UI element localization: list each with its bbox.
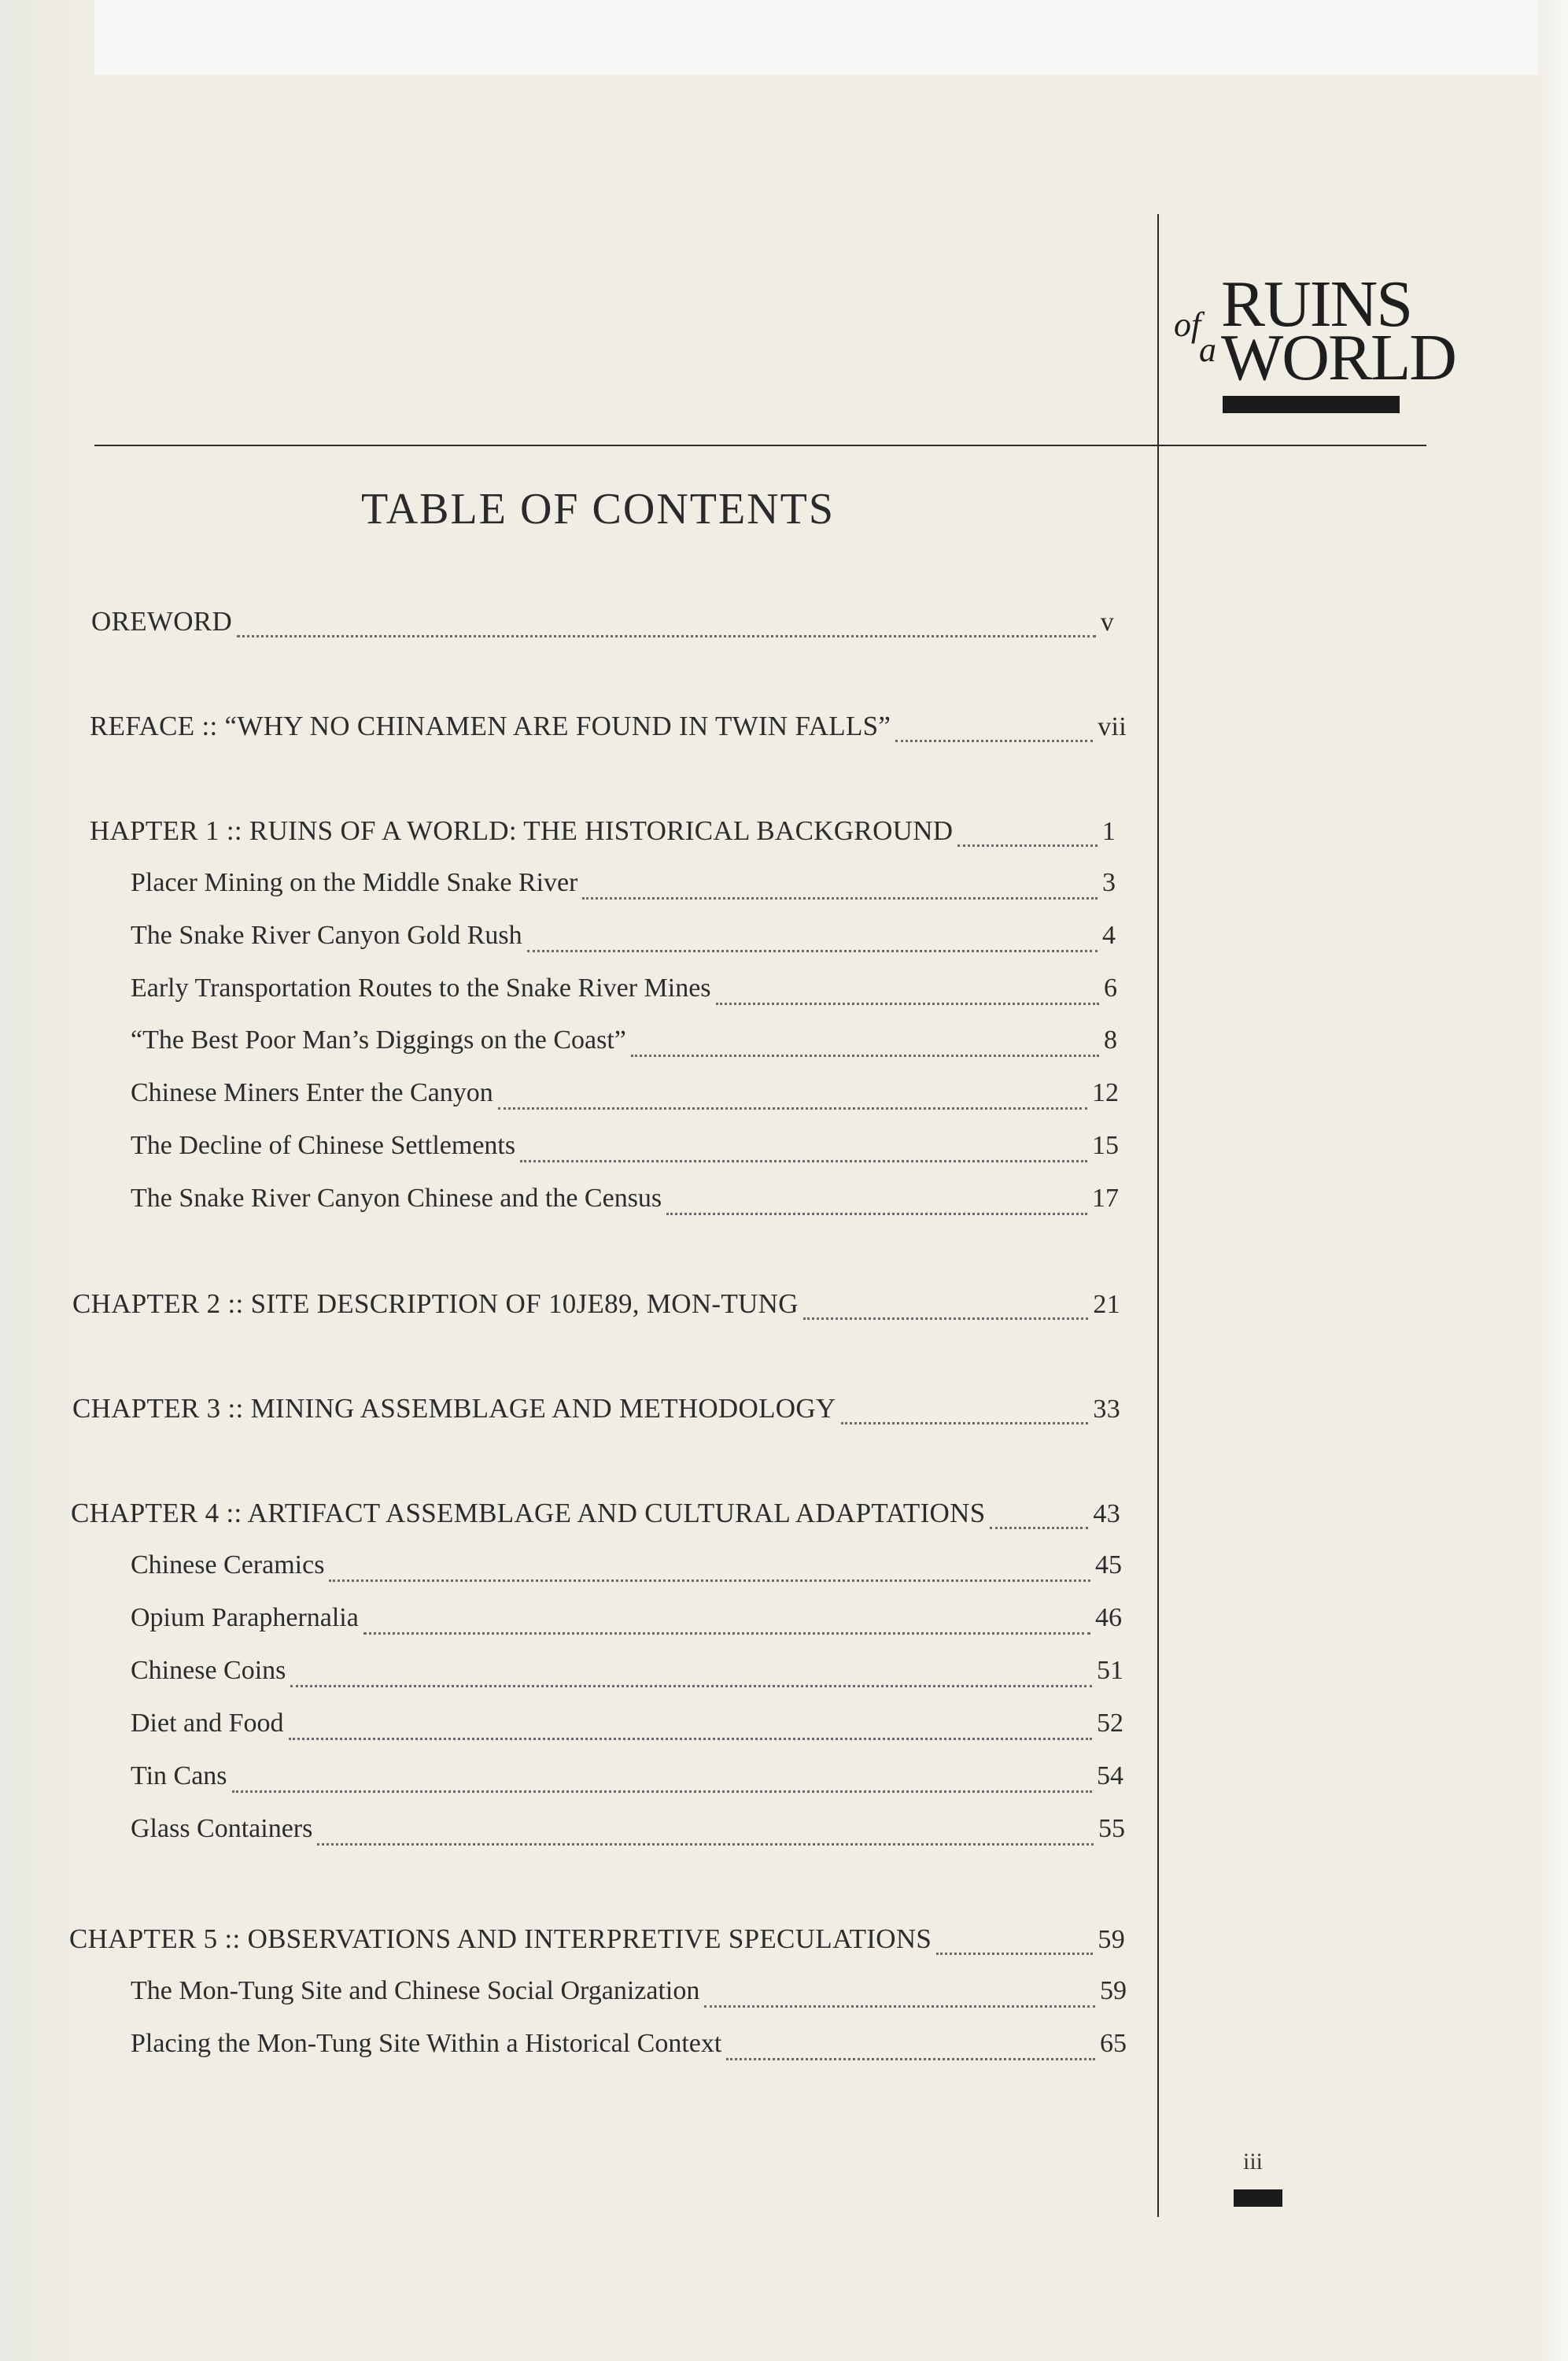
leader-dots [726,2056,1095,2060]
toc-entry-page: 33 [1093,1395,1120,1424]
toc-entry-page: 46 [1095,1603,1122,1632]
toc-entry-page: 4 [1102,921,1116,950]
page-number-bar [1234,2189,1282,2207]
leader-dots [990,1525,1088,1529]
leader-dots [289,1736,1092,1740]
toc-entry-page: 12 [1092,1078,1119,1107]
toc-entry-page: 65 [1100,2029,1127,2058]
toc-entry-section [131,921,1116,962]
leader-dots [582,896,1098,900]
toc-entry-label: CHAPTER 5 :: OBSERVATIONS AND INTERPRETIVE SPECULATIONS [69,1923,932,1954]
toc-entry-section [131,1025,1117,1066]
toc-entry-page: 54 [1097,1761,1123,1790]
background-strip-right [1538,0,1568,2361]
toc-entry-section [131,1550,1122,1591]
toc-entry-label: Chinese Ceramics [131,1550,325,1580]
toc-entry-label: REFACE :: “WHY NO CHINAMEN ARE FOUND IN TWIN FALLS” [90,711,891,741]
logo-bar [1223,396,1400,413]
toc-entry-page: 1 [1101,817,1116,846]
toc-entry-label: The Decline of Chinese Settlements [131,1131,516,1160]
toc-entry-section [131,1131,1119,1172]
toc-entry-chapter-4 [71,1498,1120,1539]
leader-dots [498,1106,1087,1110]
toc-entry-section [131,1814,1125,1855]
toc-entry-page: 6 [1104,974,1117,1003]
toc-entry-label: CHAPTER 2 :: SITE DESCRIPTION OF 10JE89, MON-TUNG [72,1288,799,1319]
toc-entry-page: 52 [1097,1709,1123,1738]
logo-of: of [1174,305,1201,344]
toc-entry-label: Chinese Miners Enter the Canyon [131,1078,493,1107]
toc-entry-label: The Mon-Tung Site and Chinese Social Organization [131,1976,700,2005]
toc-entry-label: Opium Paraphernalia [131,1603,359,1632]
toc-entry-section [131,974,1117,1014]
toc-entry-section [131,1078,1119,1119]
toc-entry-section [131,1656,1123,1697]
leader-dots [363,1631,1090,1635]
toc-entry-label: CHAPTER 4 :: ARTIFACT ASSEMBLAGE AND CULTURAL ADAPTATIONS [71,1498,986,1528]
leader-dots [520,1158,1087,1162]
logo-a: a [1199,331,1216,369]
toc-entry-section [131,1761,1123,1802]
toc-entry-page: 45 [1095,1550,1122,1580]
leader-dots [704,2004,1095,2008]
leader-dots [803,1316,1089,1320]
toc-entry-page: v [1100,608,1114,637]
toc-entry-page: 17 [1092,1184,1119,1213]
toc-entry-page: 8 [1104,1025,1117,1055]
toc-entry-label: The Snake River Canyon Chinese and the Census [131,1184,662,1213]
page-number: iii [1243,2149,1264,2174]
toc-entry-page: 21 [1093,1290,1120,1319]
toc-entry-label: Diet and Food [131,1709,284,1738]
toc-entry-label: OREWORD [91,606,233,637]
toc-entry-label: Placing the Mon-Tung Site Within a Historical Context [131,2029,722,2058]
toc-entry-section [131,1709,1123,1750]
leader-dots [232,1789,1092,1793]
toc-entry-preface [90,711,1127,752]
toc-entry-label: “The Best Poor Man’s Diggings on the Coast” [131,1025,626,1055]
page-title: TABLE OF CONTENTS [361,485,835,534]
logo-world: WORLD [1221,321,1455,394]
toc-entry-section [131,868,1116,909]
toc-entry-label: CHAPTER 3 :: MINING ASSEMBLAGE AND METHODOLOGY [72,1393,836,1424]
toc-entry-label: Placer Mining on the Middle Snake River [131,868,578,897]
toc-entry-label: Glass Containers [131,1814,313,1843]
toc-entry-page: 43 [1093,1499,1120,1528]
toc-entry-label: The Snake River Canyon Gold Rush [131,921,522,950]
leader-dots [237,634,1096,637]
leader-dots [666,1211,1087,1215]
toc-entry-section [131,1184,1119,1225]
leader-dots [957,843,1097,847]
toc-entry-page: 3 [1102,868,1116,897]
toc-entry-foreword [91,606,1114,647]
leader-dots [290,1683,1092,1687]
leader-dots [895,738,1093,742]
toc-entry-section [131,2029,1127,2070]
ruins-of-a-world-logo [1172,268,1455,421]
toc-entry-chapter-5 [69,1923,1125,1964]
toc-entry-label: Chinese Coins [131,1656,286,1685]
toc-entry-page: 59 [1098,1925,1125,1954]
toc-entry-label: Early Transportation Routes to the Snake River Mines [131,974,711,1003]
toc-entry-page: vii [1098,712,1127,741]
leader-dots [631,1053,1099,1057]
leader-dots [329,1578,1090,1582]
toc-entry-page: 51 [1097,1656,1123,1685]
toc-entry-page: 15 [1092,1131,1119,1160]
toc-entry-section [131,1976,1127,2017]
toc-entry-label: Tin Cans [131,1761,227,1790]
toc-entry-page: 55 [1098,1814,1125,1843]
toc-entry-section [131,1603,1122,1644]
leader-dots [317,1842,1094,1846]
leader-dots [527,948,1098,952]
leader-dots [936,1951,1093,1955]
toc-entry-page: 59 [1100,1976,1127,2005]
toc-entry-label: HAPTER 1 :: RUINS OF A WORLD: THE HISTORICAL BACKGROUND [90,815,954,846]
toc-entry-chapter-2 [72,1288,1120,1329]
leader-dots [841,1421,1089,1424]
leader-dots [716,1001,1099,1005]
margin-rule [1157,214,1159,2217]
logo-ruins: RUINS [1221,268,1412,341]
toc-entry-chapter-1 [90,815,1116,856]
toc-entry-chapter-3 [72,1393,1120,1434]
